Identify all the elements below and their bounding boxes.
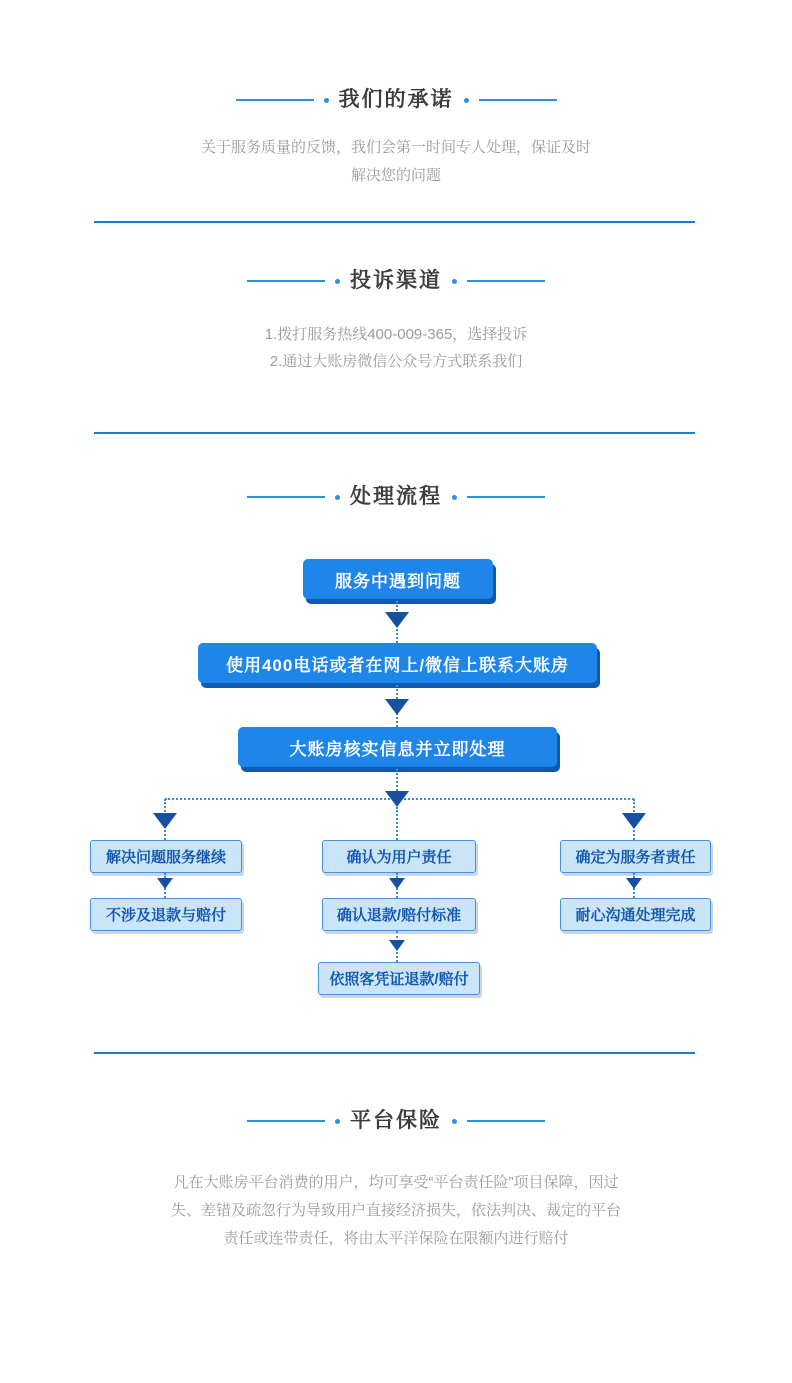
promise-title-text: 我们的承诺 — [338, 88, 454, 111]
title-left-dot-icon — [335, 495, 340, 500]
branch-left-box-2: 不涉及退款与赔付 — [90, 898, 242, 931]
channels-list — [146, 321, 646, 375]
flow-step1-box: 服务中遇到问题 — [303, 559, 493, 599]
branch-left-box-1: 解决问题服务继续 — [90, 840, 242, 873]
connector-line — [396, 807, 398, 840]
arrow-down-icon — [385, 791, 409, 807]
branch-middle-box-2: 确认退款/赔付标准 — [322, 898, 476, 931]
arrow-down-icon — [385, 612, 409, 628]
channels-section-title — [0, 267, 792, 295]
channels-item-1: 1.拨打服务热线400-009-365，选择投诉 — [264, 326, 528, 343]
branch-right-box-1: 确定为服务者责任 — [560, 840, 711, 873]
title-left-dot-icon — [335, 1119, 340, 1124]
section-divider — [94, 221, 695, 223]
arrow-down-icon — [389, 940, 405, 951]
promise-body-text: 关于服务质量的反馈，我们会第一时间专人处理，保证及时解决您的问题 — [200, 139, 591, 184]
title-right-dot-icon — [452, 495, 457, 500]
title-right-dot-icon — [452, 279, 457, 284]
flow-step3-box: 大账房核实信息并立即处理 — [238, 727, 557, 767]
insurance-body-text: 凡在大账房平台消费的用户，均可享受“平台责任险”项目保障，因过失、差错及疏忽行为导致用户直接经济损失，依法判决、裁定的平台责任或连带责任，将由太平洋保险在限额内进行赔付 — [170, 1174, 621, 1247]
title-right-line — [467, 1120, 545, 1122]
arrow-down-icon — [389, 878, 405, 889]
arrow-down-icon — [385, 699, 409, 715]
flow-step2-box: 使用400电话或者在网上/微信上联系大账房 — [198, 643, 597, 683]
title-right-dot-icon — [464, 98, 469, 103]
title-right-dot-icon — [452, 1119, 457, 1124]
section-divider — [94, 432, 695, 434]
branch-middle-box-1: 确认为用户责任 — [322, 840, 476, 873]
title-right-line — [467, 280, 545, 282]
title-left-dot-icon — [324, 98, 329, 103]
channels-item-2: 2.通过大账房微信公众号方式联系我们 — [269, 353, 523, 370]
title-left-line — [247, 496, 325, 498]
arrow-down-icon — [153, 813, 177, 829]
title-left-dot-icon — [335, 279, 340, 284]
title-left-line — [247, 1120, 325, 1122]
process-title-text: 处理流程 — [350, 485, 442, 508]
title-left-line — [236, 99, 314, 101]
insurance-section-title — [0, 1107, 792, 1135]
insurance-title-text: 平台保险 — [350, 1109, 442, 1132]
title-right-line — [467, 496, 545, 498]
arrow-down-icon — [622, 813, 646, 829]
branch-middle-box-3: 依照客凭证退款/赔付 — [318, 962, 480, 995]
branch-right-box-2: 耐心沟通处理完成 — [560, 898, 711, 931]
process-section-title — [0, 483, 792, 511]
title-right-line — [479, 99, 557, 101]
title-left-line — [247, 280, 325, 282]
section-divider — [94, 1052, 695, 1054]
arrow-down-icon — [626, 878, 642, 889]
channels-title-text: 投诉渠道 — [350, 269, 442, 292]
promise-section-title — [0, 86, 792, 114]
arrow-down-icon — [157, 878, 173, 889]
